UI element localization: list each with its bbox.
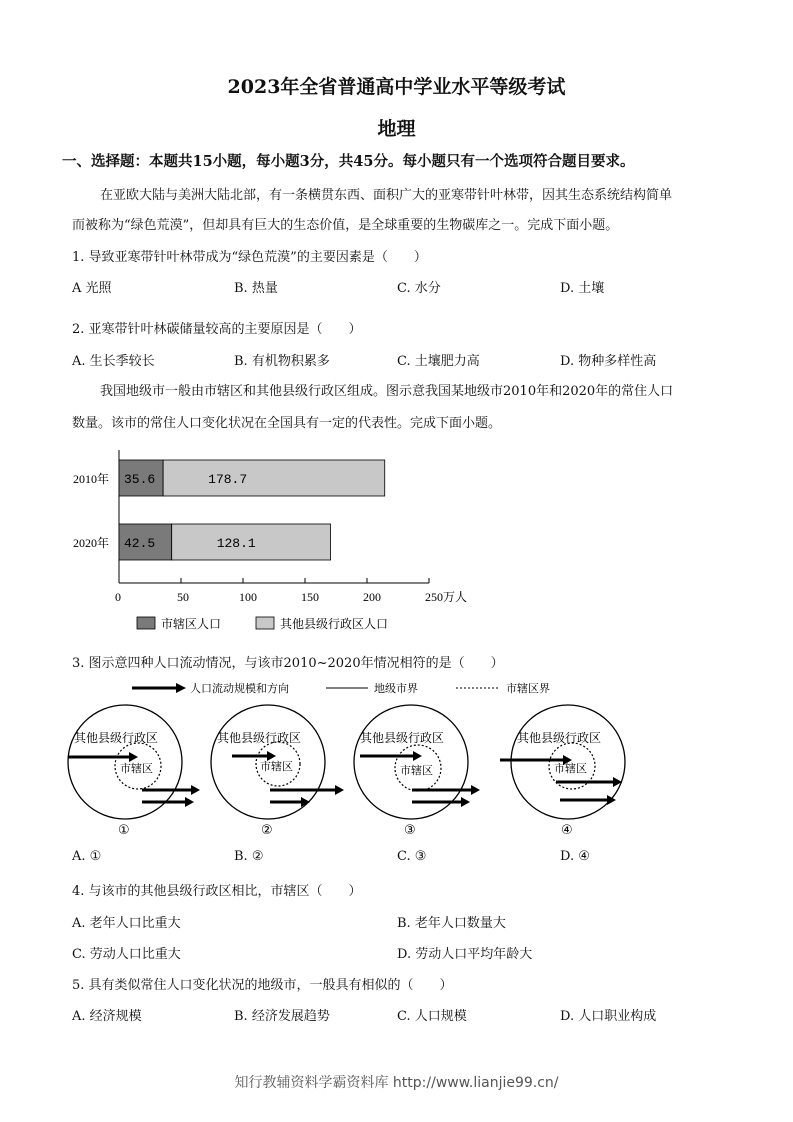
flow-arrow-head [413,751,422,761]
diagram-number: ① [118,823,130,838]
bar-segment [163,460,385,496]
section-heading: 一、选择题：本题共15小题，每小题3分，共45分。每小题只有一个选项符合题目要求。 [62,153,635,170]
x-tick-label: 250万人 [425,590,468,604]
category-label: 2010年 [73,472,110,486]
data-label: 42.5 [124,536,156,551]
flow-arrow-head [607,795,616,805]
q1-option-c[interactable]: C. 水分 [397,281,441,296]
outer-region-label: 其他县级行政区 [217,731,302,745]
q1-stem: 1. 导致亚寒带针叶林带成为“绿色荒漠”的主要因素是（ ） [72,250,427,265]
exam-title: 2023年全省普通高中学业水平等级考试 [227,76,566,98]
flow-arrow-head [335,785,344,795]
subject-title: 地理 [377,118,416,140]
x-tick-label: 0 [115,590,121,604]
population-bar-chart [60,445,520,645]
inner-region-label: 市辖区 [120,762,153,775]
diagram-number: ② [261,823,273,838]
legend-swatch [256,617,274,629]
inner-region-label: 市辖区 [554,762,587,775]
q3-option-a[interactable]: A. ① [72,849,102,864]
q1-option-d[interactable]: D. 土壤 [560,281,605,296]
q4-stem: 4. 与该市的其他县级行政区相比，市辖区（ ） [72,884,362,899]
q5-option-d[interactable]: D. 人口职业构成 [560,1009,657,1024]
q5-option-a[interactable]: A. 经济规模 [72,1009,142,1024]
q5-option-b[interactable]: B. 经济发展趋势 [234,1009,330,1024]
q2-option-a[interactable]: A. 生长季较长 [72,354,155,369]
x-tick-label: 200 [363,590,381,604]
diagram-number: ③ [404,823,416,838]
q4-option-c[interactable]: C. 劳动人口比重大 [72,947,181,962]
inner-region-label: 市辖区 [260,760,293,773]
q3-option-c[interactable]: C. ③ [397,849,427,864]
q2-stem: 2. 亚寒带针叶林碳储量较高的主要原因是（ ） [72,322,362,337]
flow-arrow-head [185,797,194,807]
flow-arrow-head [613,777,622,787]
q5-option-c[interactable]: C. 人口规模 [397,1009,467,1024]
passage1-line2: 而被称为“绿色荒漠”，但却具有巨大的生态价值，是全球重要的生物碳库之一。完成下面小题。 [72,218,619,233]
data-label: 35.6 [124,472,156,487]
legend-city-label: 地级市界 [374,682,418,695]
passage1-line1: 在亚欧大陆与美洲大陆北部，有一条横贯东西、面积广大的亚寒带针叶林带，因其生态系统结构简单 [100,188,673,203]
x-tick-label: 50 [177,590,189,604]
outer-region-label: 其他县级行政区 [360,731,445,745]
q1-option-a[interactable]: A 光照 [72,281,112,296]
q2-option-c[interactable]: C. 土壤肥力高 [397,354,480,369]
flow-arrow-head [129,752,138,762]
data-label: 128.1 [216,536,256,551]
legend-flow-arrow-head [176,683,186,693]
flow-arrow-head [191,785,200,795]
migration-flow-diagrams [60,676,660,842]
x-tick-label: 150 [301,590,319,604]
outer-region-label: 其他县级行政区 [517,731,602,745]
q1-option-b[interactable]: B. 热量 [234,281,278,296]
q3-option-b[interactable]: B. ② [234,849,264,864]
q3-option-d[interactable]: D. ④ [560,849,590,864]
flow-legend [132,681,550,695]
q4-option-d[interactable]: D. 劳动人口平均年龄大 [397,947,533,962]
flow-arrow-head [471,785,480,795]
q2-option-b[interactable]: B. 有机物积累多 [234,354,330,369]
passage2-line2: 数量。该市的常住人口变化状况在全国具有一定的代表性。完成下面小题。 [72,416,502,431]
q4-option-a[interactable]: A. 老年人口比重大 [72,916,181,931]
inner-region-label: 市辖区 [400,764,433,777]
q2-option-d[interactable]: D. 物种多样性高 [560,354,657,369]
outer-region-label: 其他县级行政区 [74,731,159,745]
legend-swatch [137,617,155,629]
footer-watermark: 知行教辅资料学霸资料库 http://www.lianjie99.cn/ [234,1075,559,1091]
flow-arrow-head [461,797,470,807]
q5-stem: 5. 具有类似常住人口变化状况的地级市，一般具有相似的（ ） [72,978,453,993]
legend-label: 其他县级行政区人口 [280,617,389,631]
legend-district-label: 市辖区界 [506,682,550,695]
diagram-number: ④ [561,823,573,838]
category-label: 2020年 [73,536,110,550]
q4-option-b[interactable]: B. 老年人口数量大 [397,916,506,931]
q3-stem: 3. 图示意四种人口流动情况，与该市2010~2020年情况相符的是（ ） [72,656,504,671]
legend-label: 市辖区人口 [161,617,222,631]
x-tick-label: 100 [239,590,257,604]
passage2-line1: 我国地级市一般由市辖区和其他县级行政区组成。图示意我国某地级市2010年和2020年的常住人口 [100,384,674,399]
legend-flow-label: 人口流动规模和方向 [190,682,289,695]
data-label: 178.7 [208,472,248,487]
